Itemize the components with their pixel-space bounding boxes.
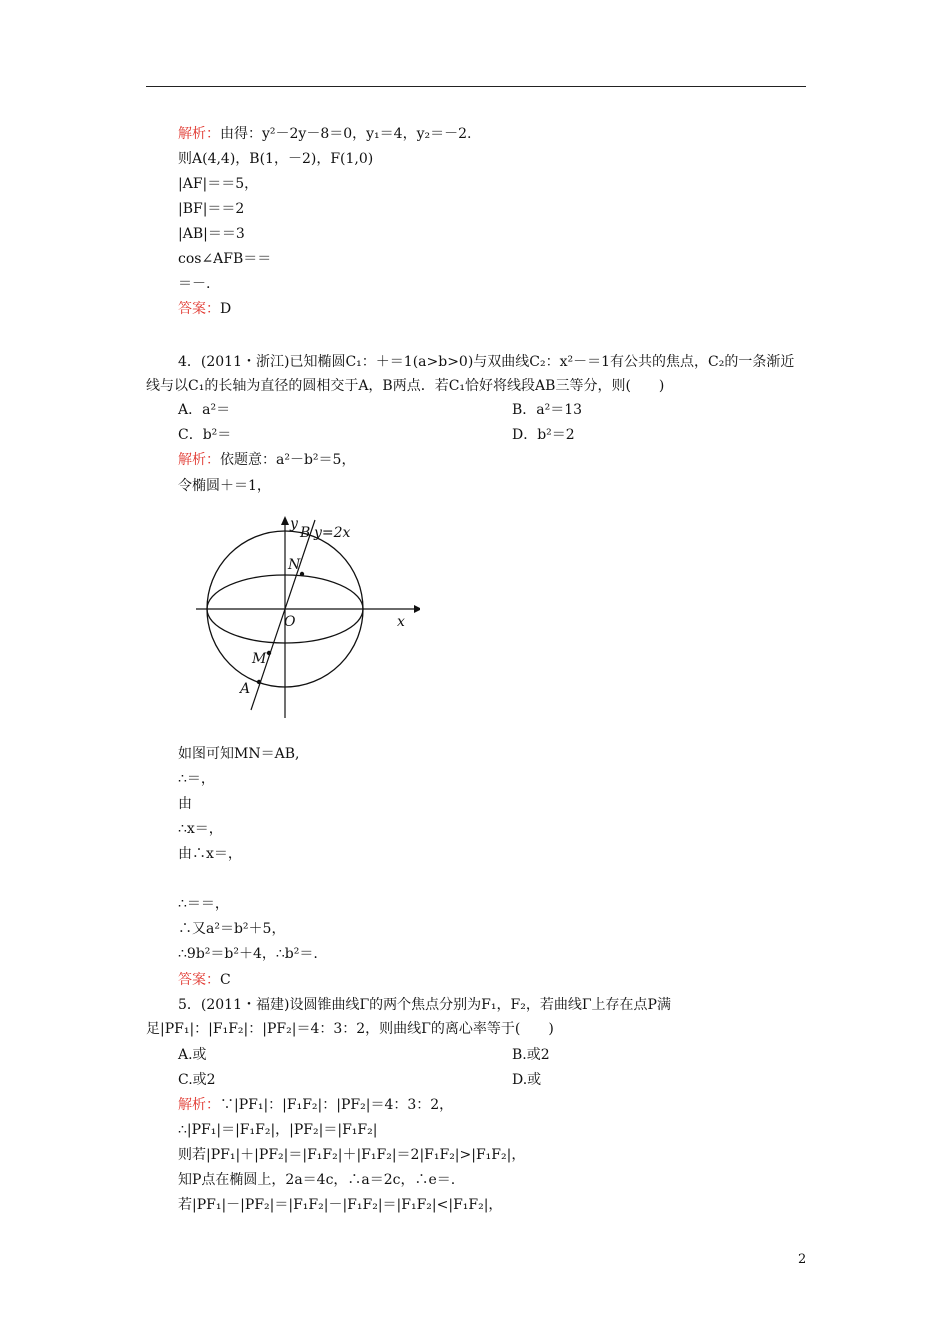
q4-option-c: C．b²＝ [178, 427, 232, 443]
y-axis-arrow [281, 516, 289, 525]
q4-answer-label: 答案： [178, 972, 220, 988]
answer-label: 答案： [178, 301, 220, 317]
q5-solution-label: 解析： [178, 1097, 220, 1113]
header-rule [146, 86, 806, 87]
label-line: y=2x [314, 525, 351, 541]
ellipse-circle-figure [196, 512, 420, 722]
question-5-stem: 5．(2011・福建)设圆锥曲线Γ的两个焦点分别为F₁，F₂，若曲线Γ上存在点P满足|PF₁|：|F₁F₂|：|PF₂|＝4：3：2，则曲线Γ的离心率等于( ) [146, 997, 671, 1037]
question-4-stem: 4．(2011・浙江)已知椭圆C₁：＋＝1(a>b>0)与双曲线C₂：x²－＝1有公共的焦点，C₂的一条渐近线与以C₁的长轴为直径的圆相交于A，B两点．若C₁恰好将线段AB三等分，则( ) [146, 354, 795, 394]
solution-line-3: |AF|＝＝5， [178, 176, 259, 192]
q5-solution-line-1 [178, 1095, 453, 1115]
answer-line [178, 299, 231, 319]
q4-solution-line-1 [178, 450, 355, 470]
q5-option-c: C.或2 [178, 1072, 216, 1088]
q5-option-d: D.或 [512, 1072, 542, 1088]
solution-line-7: ＝－. [178, 276, 211, 292]
q5-solution-line-5: 若|PF₁|－|PF₂|＝|F₁F₂|－|F₁F₂|＝|F₁F₂|<|F₁F₂|， [178, 1197, 503, 1213]
q4-option-d: D．b²＝2 [512, 427, 575, 443]
label-x: x [397, 614, 405, 630]
point-m [267, 651, 271, 655]
label-m: M [252, 651, 267, 667]
solution-line-4: |BF|＝＝2 [178, 201, 245, 217]
point-a [257, 680, 261, 684]
solution-line-1 [178, 124, 471, 144]
q5-solution-line-4: 知P点在椭圆上，2a＝4c，∴a＝2c，∴e＝. [178, 1172, 456, 1188]
x-axis-arrow [414, 605, 420, 613]
q5-solution-text: ∵|PF₁|：|F₁F₂|：|PF₂|＝4：3：2， [220, 1097, 454, 1113]
label-n: N [288, 557, 301, 573]
q4-after-line-2: ∴＝， [178, 771, 215, 787]
q4-answer-line [178, 970, 231, 990]
solution-line-2: 则A(4,4)，B(1，－2)，F(1,0) [178, 151, 374, 167]
q5-option-a: A.或 [178, 1047, 207, 1063]
point-n [300, 572, 304, 576]
q4-solution-text: 依题意：a²－b²＝5， [220, 452, 356, 468]
q4-solution-label: 解析： [178, 452, 220, 468]
q4-after-line-8: ∴9b²＝b²＋4，∴b²＝. [178, 946, 318, 962]
q4-solution-line-2: 令椭圆＋＝1， [178, 478, 271, 494]
q4-after-line-3: 由 [178, 796, 192, 812]
answer-text: D [220, 301, 232, 317]
solution-text: 由得：y²－2y－8＝0，y₁＝4，y₂＝－2. [220, 126, 472, 142]
q4-option-a: A．a²＝ [178, 402, 231, 418]
solution-line-5: |AB|＝＝3 [178, 226, 245, 242]
label-y: y [290, 516, 298, 532]
q4-answer-text: C [220, 972, 231, 988]
q4-after-line-7: ∴又a²＝b²＋5， [178, 921, 286, 937]
q5-option-b: B.或2 [512, 1047, 550, 1063]
q4-after-line-4: ∴x＝， [178, 821, 223, 837]
label-b: B [300, 525, 311, 541]
page-number: 2 [798, 1252, 807, 1267]
label-a: A [240, 681, 251, 697]
q4-option-b: B．a²＝13 [512, 402, 583, 418]
solution-label: 解析： [178, 126, 220, 142]
q4-after-line-5: 由∴x＝， [178, 846, 242, 862]
q4-after-line-1: 如图可知MN＝AB, [178, 746, 300, 762]
label-o: O [284, 614, 296, 630]
solution-line-6: cos∠AFB＝＝ [178, 251, 272, 267]
q5-solution-line-3: 则若|PF₁|＋|PF₂|＝|F₁F₂|＋|F₁F₂|＝2|F₁F₂|>|F₁F₂|， [178, 1147, 526, 1163]
q4-after-line-6: ∴＝＝， [178, 896, 229, 912]
q5-solution-line-2: ∴|PF₁|＝|F₁F₂|，|PF₂|＝|F₁F₂| [178, 1122, 378, 1138]
